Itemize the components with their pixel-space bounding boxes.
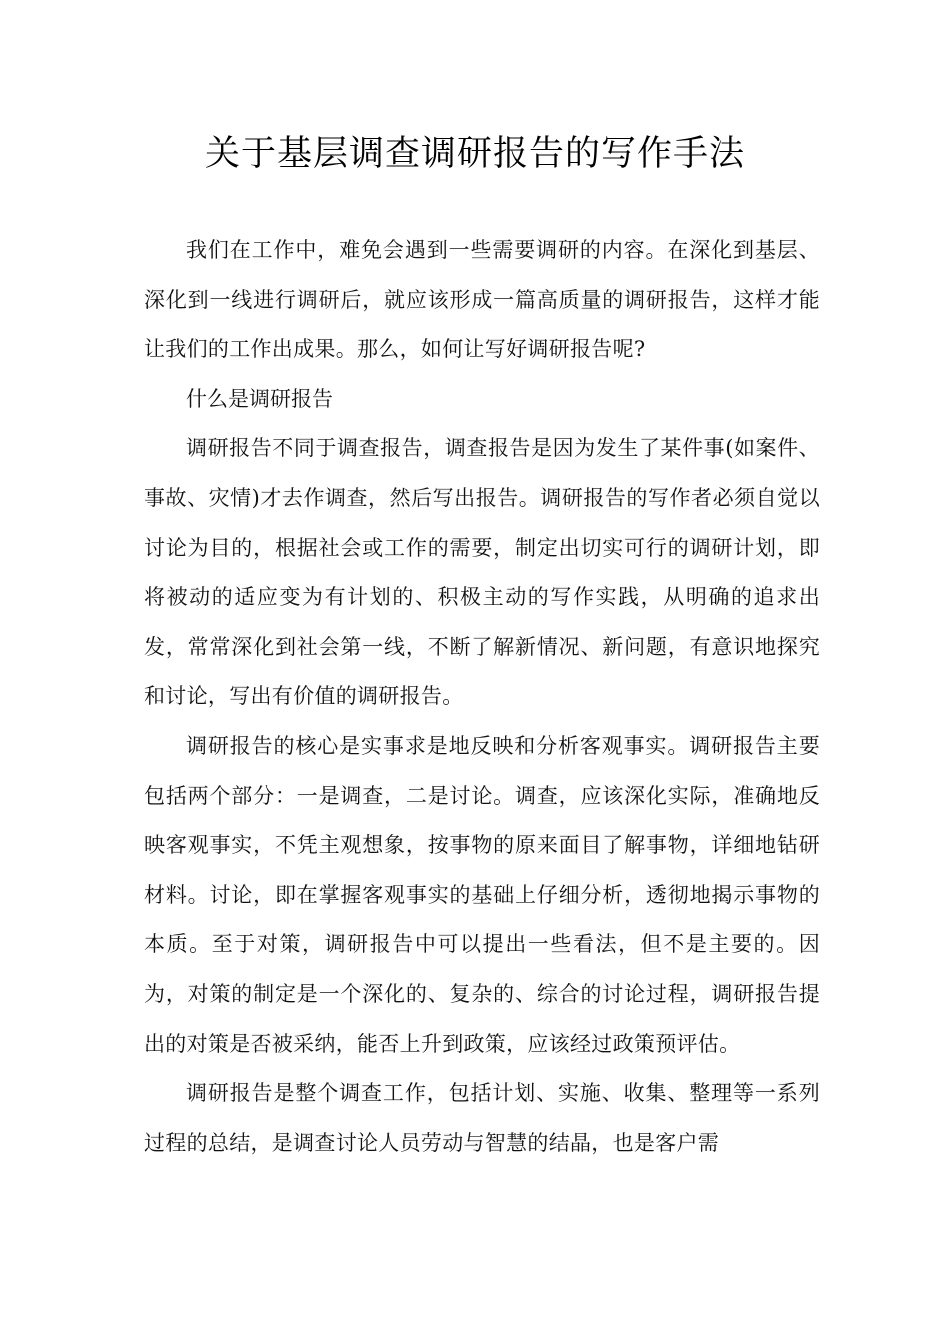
document-body (144, 226, 820, 1168)
paragraph-intro: 我们在工作中，难免会遇到一些需要调研的内容。在深化到基层、深化到一线进行调研后，就应该形成一篇高质量的调研报告，这样才能让我们的工作出成果。那么，如何让写好调研报告呢? (144, 238, 820, 362)
paragraph-definition: 调研报告不同于调查报告，调查报告是因为发生了某件事(如案件、事故、灾情)才去作调查，然后写出报告。调研报告的写作者必须自觉以讨论为目的，根据社会或工作的需要，制定出切实可行的调研计划，即将被动的适应变为有计划的、积极主动的写作实践，从明确的追求出发，常常深化到社会第一线，不断了解新情况、新问题，有意识地探究和讨论，写出有价值的调研报告。 (144, 436, 820, 709)
paragraph-summary: 调研报告是整个调查工作，包括计划、实施、收集、整理等一系列过程的总结，是调查讨论人员劳动与智慧的结晶，也是客户需 (144, 1081, 820, 1155)
paragraph-core: 调研报告的核心是实事求是地反映和分析客观事实。调研报告主要包括两个部分：一是调查，二是讨论。调查，应该深化实际，准确地反映客观事实，不凭主观想象，按事物的原来面目了解事物，详细地钻研材料。讨论，即在掌握客观事实的基础上仔细分析，透彻地揭示事物的本质。至于对策，调研报告中可以提出一些看法，但不是主要的。因为，对策的制定是一个深化的、复杂的、综合的讨论过程，调研报告提出的对策是否被采纳，能否上升到政策，应该经过政策预评估。 (144, 733, 820, 1056)
section-heading-what-is-report: 什么是调研报告 (186, 386, 333, 411)
document-title: 关于基层调查调研报告的写作手法 (204, 134, 745, 174)
